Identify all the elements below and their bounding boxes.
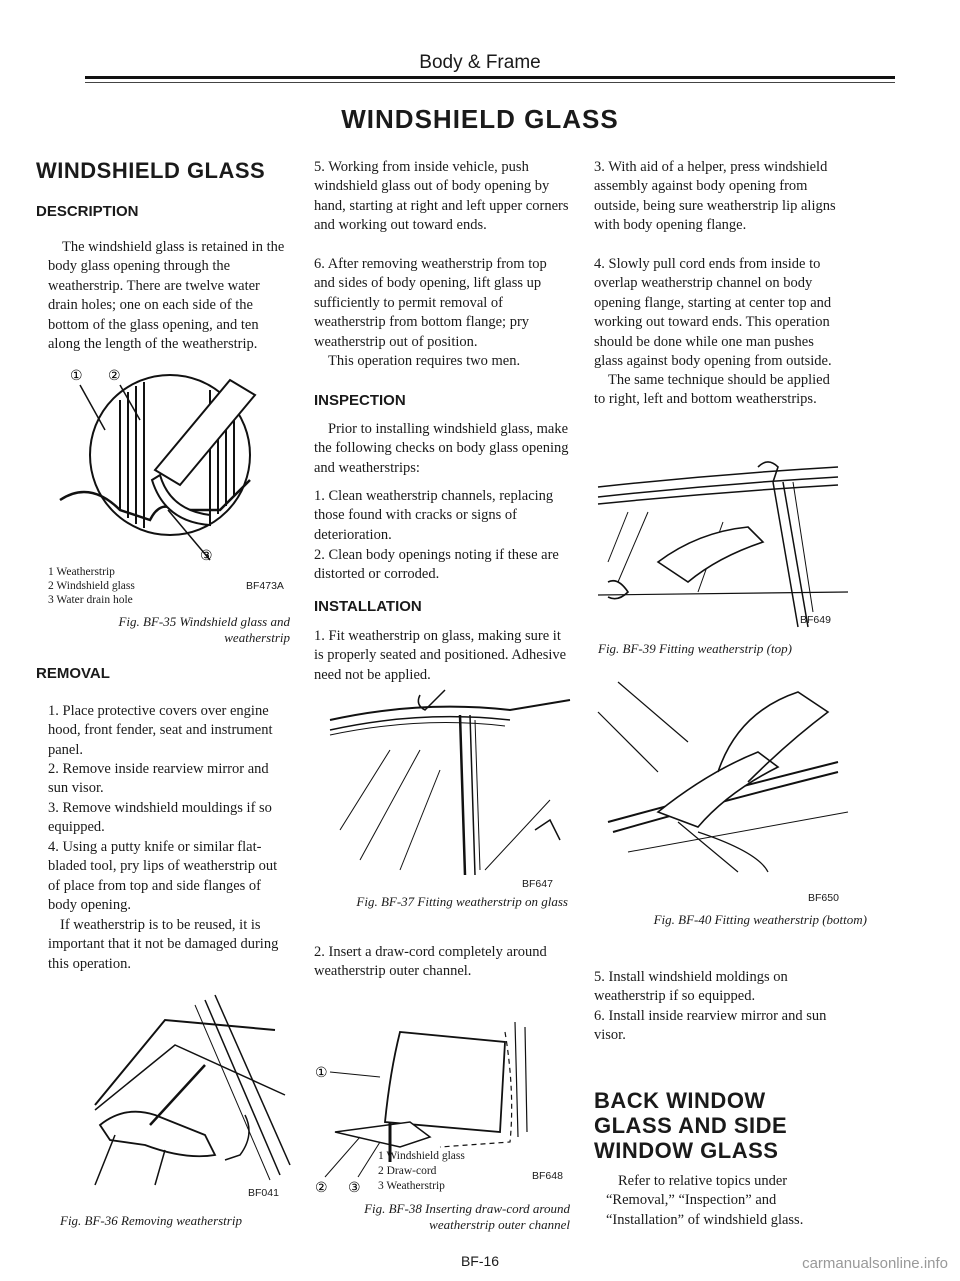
removal-step-6: 6. After removing weatherstrip from top and sides of body opening, lift glass up sufficiently to permit removal of weatherstrip from bottom flange; pry weatherstrip out of position. bbox=[314, 256, 547, 350]
removal-step-3: 3. Remove windshield mouldings if so equipped. bbox=[48, 800, 272, 836]
fig-bf36-illustration bbox=[55, 985, 295, 1185]
removal-step-1: 1. Place protective covers over engine hood, front fender, seat and instrument panel. bbox=[48, 703, 273, 758]
fig-bf36-caption: Fig. BF-36 Removing weatherstrip bbox=[60, 1213, 242, 1228]
fig-bf37-caption: Fig. BF-37 Fitting weatherstrip on glass bbox=[356, 894, 568, 909]
installation-heading: INSTALLATION bbox=[314, 598, 422, 615]
fig-bf38-code: BF648 bbox=[532, 1170, 563, 1182]
removal-step-2: 2. Remove inside rearview mirror and sun visor. bbox=[48, 761, 269, 797]
watermark: carmanualsonline.info bbox=[802, 1255, 948, 1272]
fig-bf38-caption: Fig. BF-38 Inserting draw-cord around weatherstrip outer channel bbox=[364, 1201, 570, 1232]
header-rule-thin bbox=[85, 82, 895, 83]
fig-bf38-legend-1: 1 Windshield glass bbox=[378, 1150, 465, 1162]
inspection-step-1: 1. Clean weatherstrip channels, replacing those found with cracks or signs of deterioration. bbox=[314, 488, 554, 543]
fig-bf37-code: BF647 bbox=[522, 878, 553, 890]
fig-bf35-illustration bbox=[60, 360, 290, 563]
fig-bf40-illustration bbox=[598, 672, 848, 882]
fig-bf38-legend-2: 2 Draw-cord bbox=[378, 1165, 437, 1177]
fig-bf35-code: BF473A bbox=[246, 580, 284, 592]
callout-2: ② bbox=[315, 1179, 328, 1195]
fig-bf36-code: BF041 bbox=[248, 1187, 279, 1199]
fig-bf37-illustration bbox=[320, 680, 570, 880]
section-title: WINDSHIELD GLASS bbox=[36, 158, 266, 183]
callout-1: ① bbox=[315, 1064, 328, 1080]
callout-2: ② bbox=[108, 367, 121, 383]
installation-step-1: 1. Fit weatherstrip on glass, making sure it is properly seated and positioned. Adhesive need not be applied. bbox=[314, 628, 567, 683]
callout-1: ① bbox=[70, 367, 83, 383]
install-step-5: 5. Install windshield moldings on weatherstrip if so equipped. bbox=[594, 969, 788, 1005]
callout-3: ③ bbox=[348, 1179, 361, 1195]
description-heading: DESCRIPTION bbox=[36, 203, 139, 220]
fig-bf35-legend-3: 3 Water drain hole bbox=[48, 594, 133, 606]
fig-bf40-caption: Fig. BF-40 Fitting weatherstrip (bottom) bbox=[653, 912, 867, 927]
removal-step-4: 4. Using a putty knife or similar flat-bladed tool, pry lips of weatherstrip out of place from top and side flanges of body opening. bbox=[48, 839, 278, 914]
removal-note-2: This operation requires two men. bbox=[328, 353, 521, 369]
page-title: WINDSHIELD GLASS bbox=[341, 104, 619, 134]
fig-bf39-caption: Fig. BF-39 Fitting weatherstrip (top) bbox=[598, 641, 792, 656]
fig-bf39-code: BF649 bbox=[800, 614, 831, 626]
removal-note: If weatherstrip is to be reused, it is important that it not be damaged during this operation. bbox=[48, 917, 279, 972]
install-note: The same technique should be applied to right, left and bottom weatherstrips. bbox=[594, 372, 830, 408]
header-rule bbox=[85, 76, 895, 79]
fig-bf35-legend-2: 2 Windshield glass bbox=[48, 580, 135, 592]
callout-3: ③ bbox=[200, 547, 213, 563]
back-window-heading: BACK WINDOW GLASS AND SIDE WINDOW GLASS bbox=[594, 1088, 788, 1163]
description-text: The windshield glass is retained in the body glass opening through the weatherstrip. There are twelve water drain holes; one on each side of the bottom of the glass opening, and ten along the length of the weatherstrip. bbox=[48, 239, 285, 353]
fig-bf38-legend-3: 3 Weatherstrip bbox=[378, 1180, 445, 1192]
fig-bf39-illustration bbox=[598, 452, 848, 632]
install-step-3: 3. With aid of a helper, press windshield assembly against body opening from outside, being sure weatherstrip lip aligns with body opening flange. bbox=[594, 159, 836, 234]
install-step-6: 6. Install inside rearview mirror and sun visor. bbox=[594, 1008, 827, 1044]
fig-bf35-legend-1: 1 Weatherstrip bbox=[48, 566, 115, 578]
removal-step-5: 5. Working from inside vehicle, push windshield glass out of body opening by hand, starting at right and left upper corners and working out toward ends. bbox=[314, 159, 569, 234]
back-window-text: Refer to relative topics under “Removal,” “Inspection” and “Installation” of windshield glass. bbox=[606, 1173, 804, 1228]
fig-bf35-caption: Fig. BF-35 Windshield glass and weatherstrip bbox=[118, 614, 290, 645]
removal-heading: REMOVAL bbox=[36, 665, 110, 682]
installation-step-2: 2. Insert a draw-cord completely around weatherstrip outer channel. bbox=[314, 944, 547, 980]
inspection-step-2: 2. Clean body openings noting if these are distorted or corroded. bbox=[314, 547, 559, 583]
inspection-heading: INSPECTION bbox=[314, 392, 406, 409]
fig-bf40-code: BF650 bbox=[808, 892, 839, 904]
running-header: Body & Frame bbox=[419, 52, 541, 73]
inspection-intro: Prior to installing windshield glass, make the following checks on body glass opening and weatherstrips: bbox=[314, 421, 569, 476]
page-number: BF-16 bbox=[460, 1253, 500, 1269]
install-step-4: 4. Slowly pull cord ends from inside to overlap weatherstrip channel on body opening flange, starting at center top and working out toward ends. This operation should be done while one man pushes glass against body opening from outside. bbox=[594, 256, 832, 370]
